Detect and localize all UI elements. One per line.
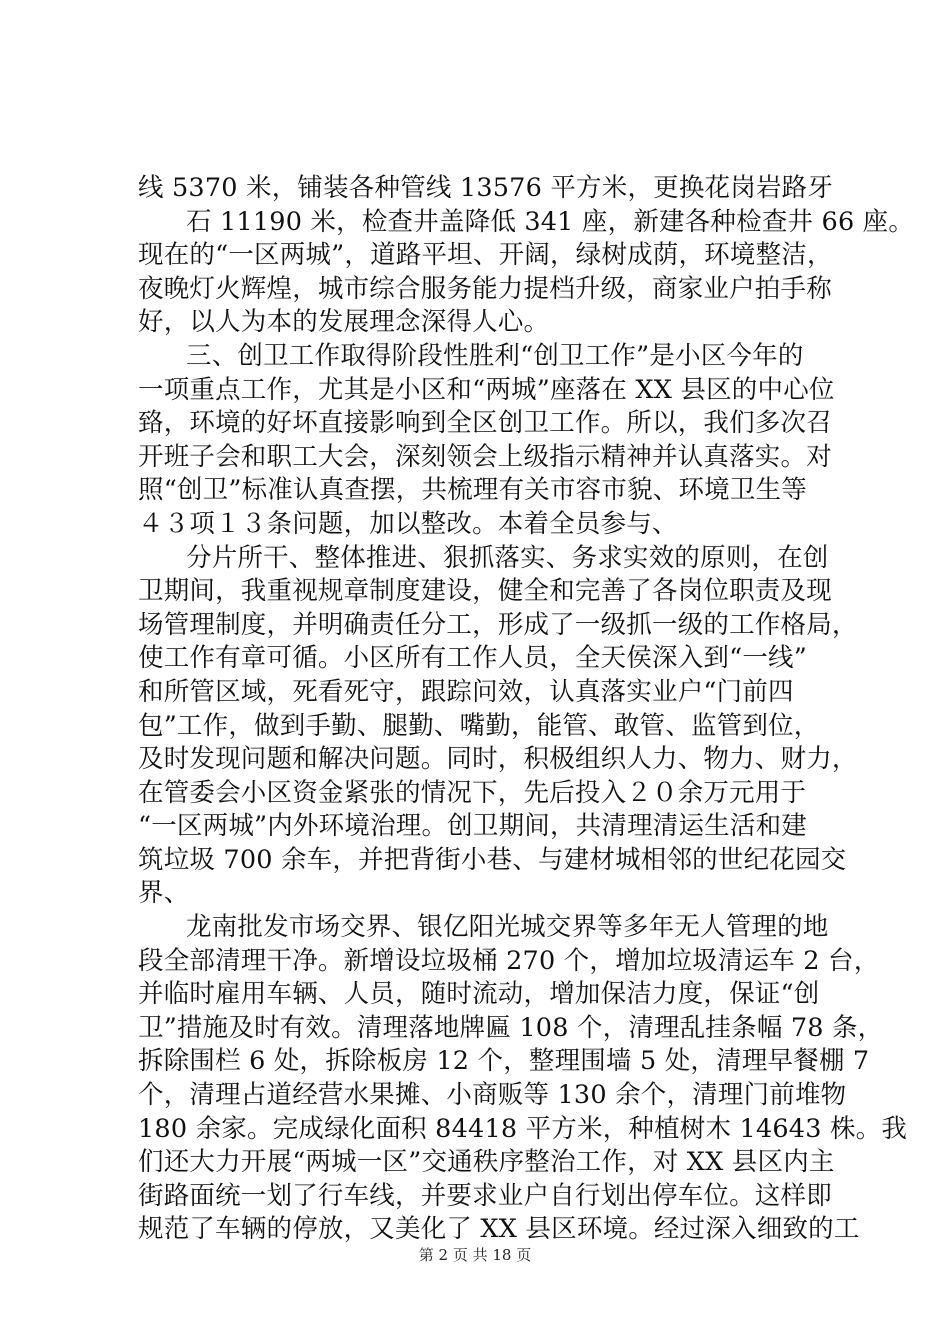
section-heading-line: 三、创卫工作取得阶段性胜利“创卫工作”是小区今年的 xyxy=(186,340,804,371)
text-line: 个，清理占道经营水果摊、小商贩等 130 余个，清理门前堆物 xyxy=(138,1080,847,1111)
text-line: 规范了车辆的停放，又美化了 XX 县区环境。经过深入细致的工 xyxy=(138,1214,860,1245)
page-number: 第 2 页 共 18 页 xyxy=(418,1246,532,1264)
text-line: 及时发现问题和解决问题。同时，积极组织人力、物力、财力， xyxy=(138,744,858,775)
text-line: 分片所干、整体推进、狠抓落实、务求实效的原则，在创 xyxy=(186,542,829,573)
text-line: 180 余家。完成绿化面积 84418 平方米，种植树木 14643 株。我 xyxy=(138,1113,908,1144)
text-line: 们还大力开展“两城一区”交通秩序整治工作，对 XX 县区内主 xyxy=(138,1147,835,1178)
text-line: 现在的“一区两城”，道路平坦、开阔，绿树成荫，环境整洁， xyxy=(138,240,833,271)
text-line: 筑垃圾 700 余车，并把背街小巷、与建材城相邻的世纪花园交 xyxy=(138,844,847,875)
text-line: 卫期间，我重视规章制度建设，健全和完善了各岗位职责及现 xyxy=(138,576,832,607)
text-line: 在管委会小区资金紧张的情况下，先后投入２０余万元用于 xyxy=(138,777,807,808)
text-line: 好，以人为本的发展理念深得人心。 xyxy=(138,307,550,338)
text-line: 并临时雇用车辆、人员，随时流动，增加保洁力度，保证“创 xyxy=(138,979,820,1010)
text-line: 石 11190 米，检查井盖降低 341 座，新建各种检查井 66 座。 xyxy=(186,206,915,237)
page-footer xyxy=(0,1244,950,1265)
text-line: 照“创卫”标准认真查摆，共梳理有关市容市貌、环境卫生等 xyxy=(138,475,807,506)
text-line: 使工作有章可循。小区所有工作人员，全天侯深入到“一线” xyxy=(138,643,807,674)
text-line: 开班子会和职工大会，深刻领会上级指示精神并认真落实。对 xyxy=(138,441,832,472)
text-line: 界、 xyxy=(138,878,190,909)
text-line: ４３项１３条问题，加以整改。本着全员参与、 xyxy=(138,508,678,539)
text-line: 一项重点工作，尤其是小区和“两城”座落在 XX 县区的中心位 xyxy=(138,374,835,405)
text-line: 场管理制度，并明确责任分工，形成了一级抓一级的工作格局， xyxy=(138,609,858,640)
text-line: 拆除围栏 6 处，拆除板房 12 个，整理围墙 5 处，清理早餐棚 7 xyxy=(138,1046,870,1077)
text-line: 包”工作，做到手勤、腿勤、嘴勤，能管、敢管、监管到位， xyxy=(138,710,820,741)
text-line: 龙南批发市场交界、银亿阳光城交界等多年无人管理的地 xyxy=(186,912,829,943)
text-line: 线 5370 米，铺装各种管线 13576 平方米，更换花岗岩路牙 xyxy=(138,173,834,203)
text-line: “一区两城”内外环境治理。创卫期间，共清理清运生活和建 xyxy=(138,811,807,842)
text-line: 夜晚灯火辉煌，城市综合服务能力提档升级，商家业户拍手称 xyxy=(138,273,832,304)
document-body xyxy=(138,172,915,1247)
text-line: 臵，环境的好坏直接影响到全区创卫工作。所以，我们多次召 xyxy=(138,408,832,439)
text-line: 段全部清理干净。新增设垃圾桶 270 个，增加垃圾清运车 2 台， xyxy=(138,945,880,976)
text-line: 卫”措施及时有效。清理落地牌匾 108 个，清理乱挂条幅 78 条， xyxy=(138,1012,884,1043)
text-line: 街路面统一划了行车线，并要求业户自行划出停车位。这样即 xyxy=(138,1180,832,1211)
text-line: 和所管区域，死看死守，跟踪问效，认真落实业户“门前四 xyxy=(138,676,794,707)
